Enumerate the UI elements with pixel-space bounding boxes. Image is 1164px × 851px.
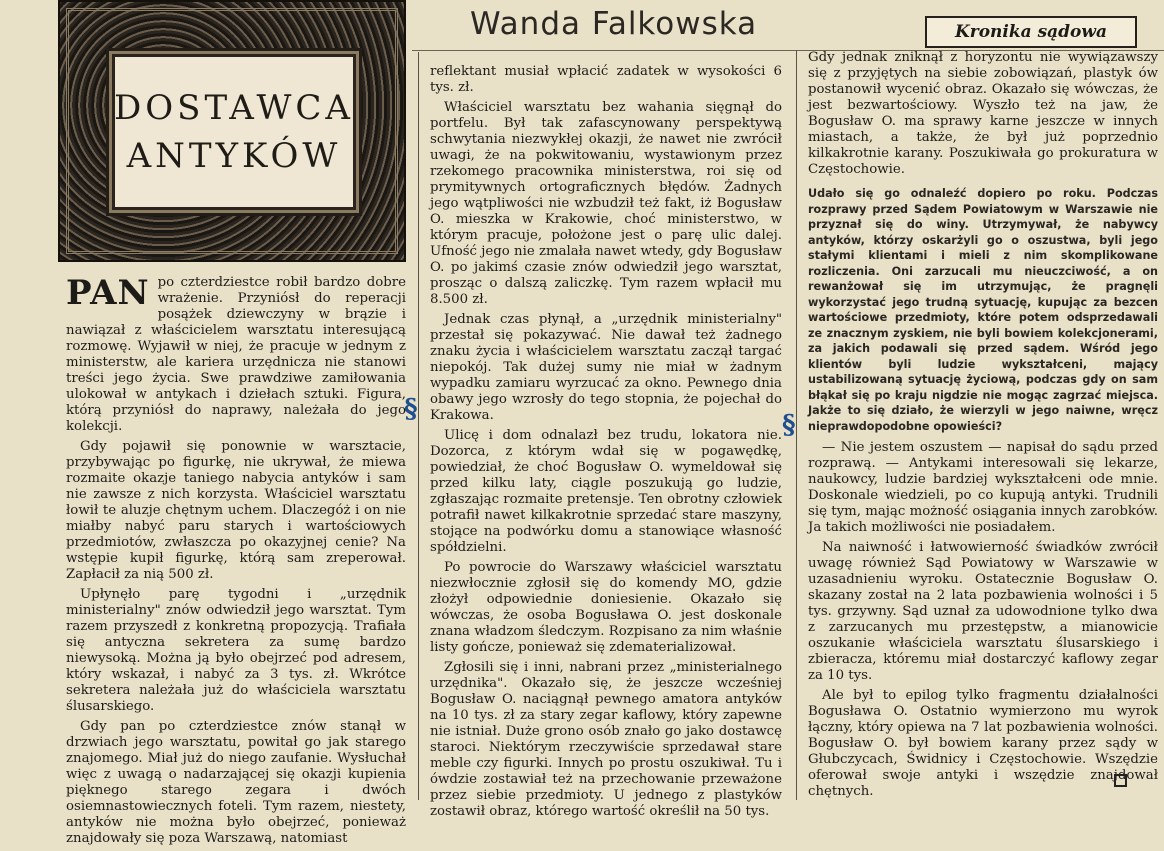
paragraph: Na naiwność i łatwowierność świadków zwrócił uwagę również Sąd Powiatowy w Warszawie w uzasadnieniu wyroku. Ostatecznie Bogusław O. skazany został na 2 lata pozbawienia wolności i 5 tys. grzywny. Sąd uznał za udowodnione tylko dwa z zarzucanych mu przestępstw, a mianowicie oszukanie właściciela warsztatu ślusarskiego i zbieracza, któremu miał dostarczyć kaflowy zegar za 10 tys. — [808, 540, 1158, 683]
column-3 — [808, 50, 1158, 804]
rubric-box — [925, 16, 1137, 48]
end-mark — [1114, 774, 1127, 787]
dropcap: PAN — [66, 273, 150, 313]
paragraph: Ale był to epilog tylko fragmentu działalności Bogusława O. Ostatnio wymierzono mu wyrok łączny, który opiewa na 7 lat pozbawienia wolności. Bogusław O. był bowiem karany przez sądy w Głubczycach, Świdnicy i Częstochowie. Wszędzie oferował swoje antyki i wszędzie znajdował chętnych. — [808, 688, 1158, 799]
paragraph-text: po czterdziestce robił bardzo dobre wrażenie. Przyniósł do reperacji posążek dziewczyny w brązie i nawiązał z właścicielem warsztatu interesującą rozmowę. Wyjawił w niej, że pracuje w jednym z ministerstw, ale kariera urzędnicza nie stanowi treści jego życia. Swe prawdziwe zamiłowania ulokował w antykach i dziełach sztuki. Figura, którą przyniósł do naprawy, należała do jego kolekcji. — [66, 275, 406, 434]
column-1 — [66, 275, 406, 851]
column-divider-1 — [418, 52, 419, 800]
paragraph: Gdy pan po czterdziestce znów stanął w drzwiach jego warsztatu, powitał go jak starego znajomego. Miał już do niego zaufanie. Wysłuchał więc z uwagą o nadarzającej się okazji kupienia pięknego starego zegara i dwóch osiemnastowiecznych foteli. Tym razem, niestety, antyków nie można było obejrzeć, ponieważ znajdowały się poza Warszawą, natomiast — [66, 719, 406, 846]
paragraph: Gdy jednak zniknął z horyzontu nie wywiązawszy się z przyjętych na siebie zobowiązań, plastyk ów postanowił wycenić obraz. Okazało się wówczas, że jest bezwartościowy. Wyszło też na jaw, że Bogusław O. ma sprawy karne jeszcze w innych miastach, a także, że był już poprzednio kilkakrotnie karany. Poszukiwała go prokuratura w Częstochowie. — [808, 50, 1158, 177]
summary-text: Udało się go odnaleźć dopiero po roku. Podczas rozprawy przed Sądem Powiatowym w Warszawie nie przyznał się do winy. Utrzymywał, że nabywcy antyków, którzy oskarżyli go o oszustwa, byli jego stałymi klientami i mieli z nim skomplikowane rozliczenia. Oni zarzucali mu nieuczciwość, a on rewanżował się im utrzymując, że pragnęli wykorzystać jego trudną sytuację, kupując za bezcen wartościowe przedmioty, które potem odsprzedawali ze znacznym zyskiem, nie byli bowiem kolekcjonerami, za jakich podawali się przed sądem. Wśród jego klientów byli ludzie wykształceni, mający ustabilizowaną sytuację życiową, podczas gdy on sam błąkał się po kraju nigdzie nie mogąc zagrzać miejsca. Jakże to się działo, że wierzyli w jego naiwne, wręcz nieprawdopodobne opowieści? — [808, 187, 1158, 433]
paragraph: Upłynęło parę tygodni i „urzędnik ministerialny" znów odwiedził jego warsztat. Tym razem przyszedł z konkretną propozycją. Trafiała się antyczna sekretera za sumę bardzo niewysoką. Można ją było obejrzeć pod adresem, który wskazał, i nabyć za 3 tys. zł. Wkrótce sekretera należała już do właściciela warsztatu ślusarskiego. — [66, 587, 406, 714]
paragraph: reflektant musiał wpłacić zadatek w wysokości 6 tys. zł. — [430, 64, 782, 95]
column-2 — [430, 64, 782, 824]
section-sign-left: § — [404, 394, 418, 424]
boxed-summary — [808, 186, 1158, 434]
article-title-line1: DOSTAWCA — [114, 88, 354, 128]
paragraph: Jednak czas płynął, a „urzędnik ministerialny" przestał się pokazywać. Nie dawał też żadnego znaku życia i właścicielem warsztatu zaczął targać niepokój. Tak dużej sumy nie miał w żadnym wypadku zamiaru wyrzucać za okno. Pewnego dnia obawy jego wzrosły do tego stopnia, że pojechał do Krakowa. — [430, 312, 782, 423]
section-sign-right: § — [782, 410, 796, 440]
paragraph: Ulicę i dom odnalazł bez trudu, lokatora nie. Dozorca, z którym wdał się w pogawędkę, powiedział, że choć Bogusław O. wymeldował się przed kilku laty, ciągle poszukują go ludzie, zgłaszając rozmaite pretensje. Ten obrotny człowiek potrafił nawet kilkakrotnie sprzedać stare maszyny, stojące na podwórku domu a stanowiące własność spółdzielni. — [430, 428, 782, 555]
paragraph: Zgłosili się i inni, nabrani przez „ministerialnego urzędnika". Okazało się, że jeszcze wcześniej Bogusław O. naciągnął pewnego amatora antyków na 10 tys. zł za stary zegar kaflowy, który zapewne nie istniał. Duże grono osób znało go jako dostawcę staroci. Niektórym rzeczywiście sprzedawał stare meble czy figurki. Innych po prostu oszukiwał. Tu i ówdzie zostawiał też na przechowanie przeważone przez siebie przedmioty. U jednego z plastyków zostawił obraz, którego wartość określił na 50 tys. — [430, 660, 782, 819]
article-title-line2: ANTYKÓW — [126, 136, 342, 176]
paragraph — [66, 275, 406, 435]
title-panel — [112, 54, 356, 210]
author-name: Wanda Falkowska — [470, 6, 758, 42]
paragraph: Po powrocie do Warszawy właściciel warsztatu niezwłocznie zgłosił się do komendy MO, gdzie złożył odpowiednie doniesienie. Okazało się wówczas, że osoba Bogusława O. jest doskonale znana władzom śledczym. Rozpisano za nim właśnie listy gończe, ponieważ się zdematerializował. — [430, 560, 782, 655]
ornate-frame — [58, 0, 406, 262]
paragraph: Gdy pojawił się ponownie w warsztacie, przybywając po figurkę, nie ukrywał, że miewa rozmaite okazje taniego nabycia antyków i sam nie zawsze z nich korzysta. Właściciel warsztatu łowił te aluzje chętnym uchem. Dlaczegóż i on nie miałby nabyć paru starych i wartościowych przedmiotów, zwłaszcza po okazyjnej cenie? Na wstępie kupił figurkę, którą sam zreperował. Zapłacił za nią 500 zł. — [66, 439, 406, 582]
rubric-label: Kronika sądowa — [954, 22, 1108, 42]
column-divider-2 — [796, 50, 797, 800]
paragraph: Właściciel warsztatu bez wahania sięgnął do portfelu. Był tak zafascynowany perspektywą schwytania niezwykłej okazji, że nawet nie zwrócił uwagi, że na pokwitowaniu, wystawionym przez rzekomego pracownika ministerstwa, roi się od prymitywnych ortograficznych błędów. Żadnych jego wątpliwości nie wzbudził też fakt, iż Bogusław O. mieszka w Krakowie, choć ministerstwo, w którym pracuje, położone jest o parę ulic dalej. Ufność jego nie zmalała nawet wtedy, gdy Bogusław O. po jakimś czasie znów odwiedził jego warsztat, prosząc o dalszą zaliczkę. Tym razem wpłacił mu 8.500 zł. — [430, 100, 782, 307]
paragraph: — Nie jestem oszustem — napisał do sądu przed rozprawą. — Antykami interesowali się lekarze, naukowcy, ludzie bardziej wykształceni ode mnie. Doskonale wiedzieli, po co kupują antyki. Trudnili się tym, mając możność osiągania innych zarobków. Ja takich możliwości nie posiadałem. — [808, 440, 1158, 535]
